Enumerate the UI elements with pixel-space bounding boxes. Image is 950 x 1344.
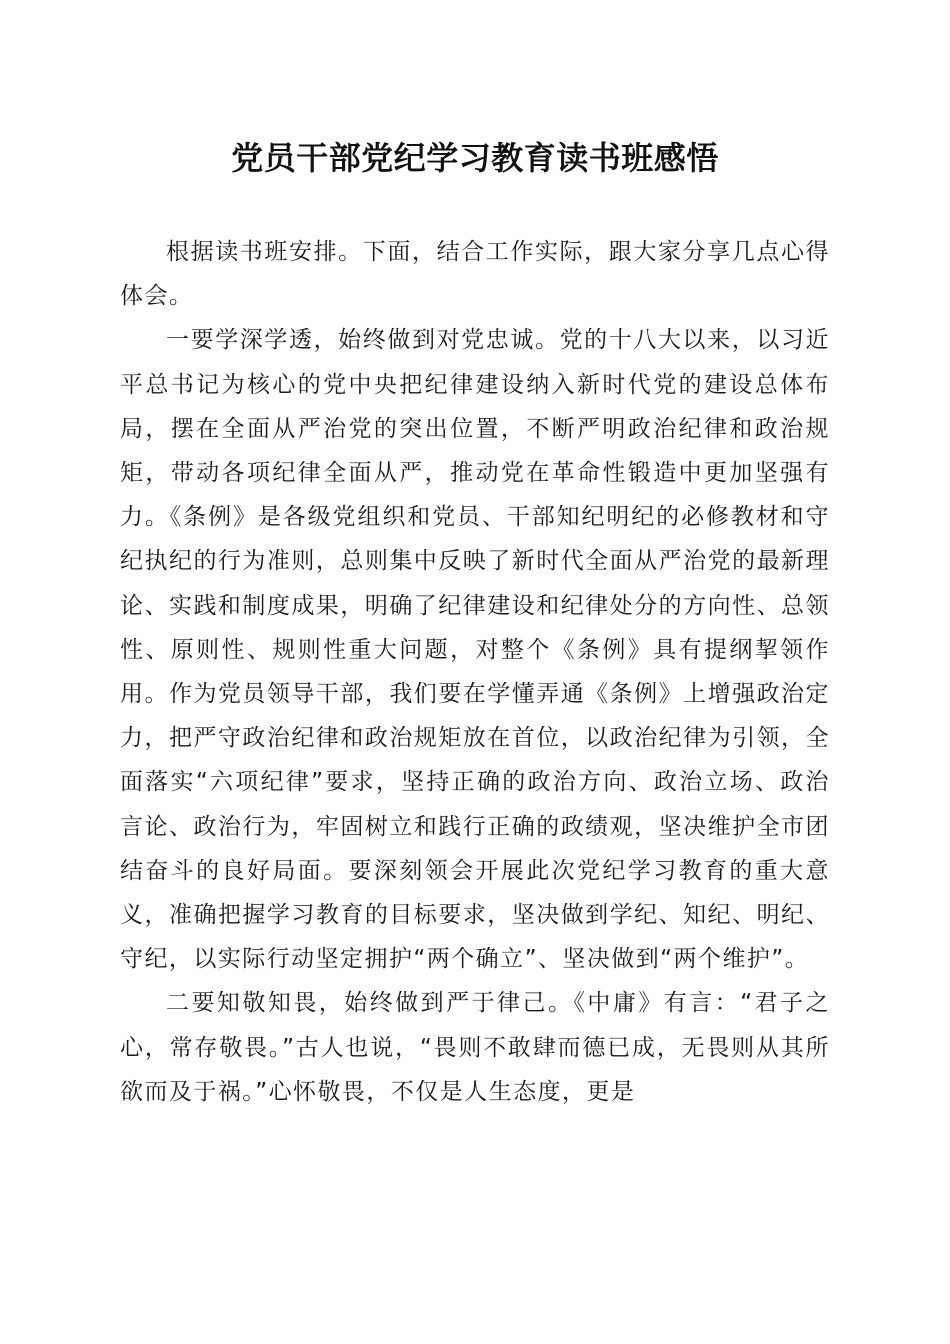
paragraph-point-two: 二要知敬知畏，始终做到严于律己。《中庸》有言：“君子之心，常存敬畏。”古人也说，“畏则不敢肆而德已成，无畏则从其所欲而及于祸。”心怀敬畏，不仅是人生态度，更是	[120, 990, 830, 1105]
document-body	[120, 230, 830, 1114]
paragraph-point-one: 一要学深学透，始终做到对党忠诚。党的十八大以来，以习近平总书记为核心的党中央把纪律建设纳入新时代党的建设总体布局，摆在全面从严治党的突出位置，不断严明政治纪律和政治规矩，带动各项纪律全面从严，推动党在革命性锻造中更加坚强有力。《条例》是各级党组织和党员、干部知纪明纪的必修教材和守纪执纪的行为准则，总则集中反映了新时代全面从严治党的最新理论、实践和制度成果，明确了纪律建设和纪律处分的方向性、总领性、原则性、规则性重大问题，对整个《条例》具有提纲挈领作用。作为党员领导干部，我们要在学懂弄通《条例》上增强政治定力，把严守政治纪律和政治规矩放在首位，以政治纪律为引领，全面落实“六项纪律”要求，坚持正确的政治方向、政治立场、政治言论、政治行为，牢固树立和践行正确的政绩观，坚决维护全市团结奋斗的良好局面。要深刻领会开展此次党纪学习教育的重大意义，准确把握学习教育的目标要求，坚决做到学纪、知纪、明纪、守纪，以实际行动坚定拥护“两个确立”、坚决做到“两个维护”。	[120, 327, 830, 973]
paragraph-intro: 根据读书班安排。下面，结合工作实际，跟大家分享几点心得体会。	[120, 239, 830, 310]
document-title: 党员干部党纪学习教育读书班感悟	[231, 139, 719, 177]
